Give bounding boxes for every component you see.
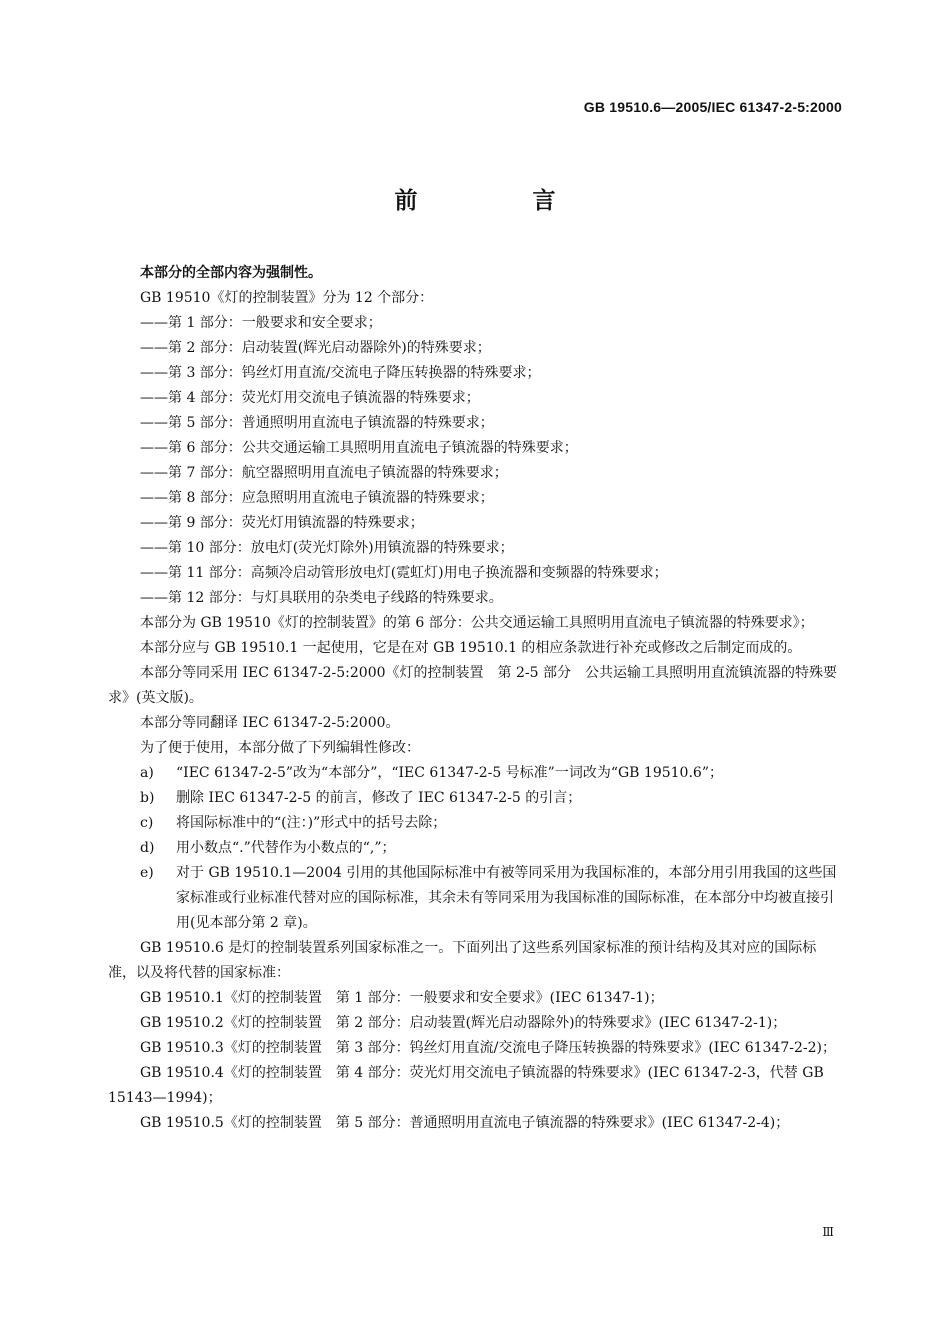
edit-text: 将国际标准中的“(注：)”形式中的括号去除； xyxy=(176,815,447,831)
edit-item xyxy=(108,786,844,811)
parts-intro: GB 19510《灯的控制装置》分为 12 个部分： xyxy=(140,290,434,306)
paragraph-part6: 本部分为 GB 19510《灯的控制装置》的第 6 部分：公共交通运输工具照明用直流电子镇流器的特殊要求》； xyxy=(140,615,814,631)
part-item: ——第 8 部分：应急照明用直流电子镇流器的特殊要求； xyxy=(140,490,494,506)
edit-item xyxy=(108,761,844,786)
paragraph-edits-intro: 为了便于使用，本部分做了下列编辑性修改： xyxy=(140,740,420,756)
page-title: 前 言 xyxy=(394,188,602,214)
edit-marker: b) xyxy=(140,790,155,806)
page-number: Ⅲ xyxy=(822,1225,834,1239)
edits-list xyxy=(108,761,844,936)
edit-text: 对于 GB 19510.1—2004 引用的其他国际标准中有被等同采用为我国标准的，本部分用引用我国的这些国家标准或行业标准代替对应的国际标准，其余未有等同采用为我国标准的国际标准，在本部分中均被直接引用(见本部分第 2 章)。 xyxy=(176,865,837,931)
standard-ref: GB 19510.3《灯的控制装置 第 3 部分：钨丝灯用直流/交流电子降压转换器的特殊要求》(IEC 61347-2-2)； xyxy=(140,1040,836,1056)
part-item: ——第 12 部分：与灯具联用的杂类电子线路的特殊要求。 xyxy=(140,590,503,606)
mandatory-statement: 本部分的全部内容为强制性。 xyxy=(140,265,322,281)
part-item: ——第 11 部分：高频冷启动管形放电灯(霓虹灯)用电子换流器和变频器的特殊要求； xyxy=(140,565,668,581)
edit-marker: c) xyxy=(140,815,154,831)
edit-marker: a) xyxy=(140,765,154,781)
part-item: ——第 7 部分：航空器照明用直流电子镇流器的特殊要求； xyxy=(140,465,508,481)
part-item: ——第 2 部分：启动装置(辉光启动器除外)的特殊要求； xyxy=(140,340,491,356)
standard-ref: GB 19510.4《灯的控制装置 第 4 部分：荧光灯用交流电子镇流器的特殊要求》(IEC 61347-2-3，代替 GB 15143—1994)； xyxy=(108,1065,824,1106)
edit-item xyxy=(108,861,844,936)
part-item: ——第 3 部分：钨丝灯用直流/交流电子降压转换器的特殊要求； xyxy=(140,365,541,381)
standard-code-header: GB 19510.6—2005/IEC 61347-2-5:2000 xyxy=(583,99,842,115)
part-item: ——第 10 部分：放电灯(荧光灯除外)用镇流器的特殊要求； xyxy=(140,540,514,556)
paragraph-series: GB 19510.6 是灯的控制装置系列国家标准之一。下面列出了这些系列国家标准的预计结构及其对应的国际标准，以及将代替的国家标准： xyxy=(108,940,817,981)
edit-marker: e) xyxy=(140,865,154,881)
edit-text: “IEC 61347-2-5”改为“本部分”，“IEC 61347-2-5 号标准”一词改为“GB 19510.6”； xyxy=(176,765,723,781)
document-body xyxy=(108,261,844,1136)
part-item: ——第 5 部分：普通照明用直流电子镇流器的特殊要求； xyxy=(140,415,494,431)
edit-item xyxy=(108,836,844,861)
part-item: ——第 6 部分：公共交通运输工具照明用直流电子镇流器的特殊要求； xyxy=(140,440,578,456)
standard-ref: GB 19510.5《灯的控制装置 第 5 部分：普通照明用直流电子镇流器的特殊要求》(IEC 61347-2-4)； xyxy=(140,1115,790,1131)
parts-list xyxy=(108,311,844,611)
standards-list xyxy=(108,986,844,1136)
edit-marker: d) xyxy=(140,840,155,856)
part-item: ——第 4 部分：荧光灯用交流电子镇流器的特殊要求； xyxy=(140,390,480,406)
part-item: ——第 9 部分：荧光灯用镇流器的特殊要求； xyxy=(140,515,424,531)
standard-ref: GB 19510.2《灯的控制装置 第 2 部分：启动装置(辉光启动器除外)的特殊要求》(IEC 61347-2-1)； xyxy=(140,1015,787,1031)
standard-ref: GB 19510.1《灯的控制装置 第 1 部分：一般要求和安全要求》(IEC 61347-1)； xyxy=(140,990,664,1006)
edit-text: 用小数点“.”代替作为小数点的“,”； xyxy=(176,840,396,856)
edit-text: 删除 IEC 61347-2-5 的前言，修改了 IEC 61347-2-5 的引言； xyxy=(176,790,582,806)
paragraph-adoption: 本部分等同采用 IEC 61347-2-5:2000《灯的控制装置 第 2-5 部分 公共运输工具照明用直流镇流器的特殊要求》(英文版)。 xyxy=(108,665,837,706)
part-item: ——第 1 部分：一般要求和安全要求； xyxy=(140,315,382,331)
paragraph-translation: 本部分等同翻译 IEC 61347-2-5:2000。 xyxy=(140,715,400,731)
paragraph-usage: 本部分应与 GB 19510.1 一起使用，它是在对 GB 19510.1 的相应条款进行补充或修改之后制定而成的。 xyxy=(140,640,802,656)
edit-item xyxy=(108,811,844,836)
